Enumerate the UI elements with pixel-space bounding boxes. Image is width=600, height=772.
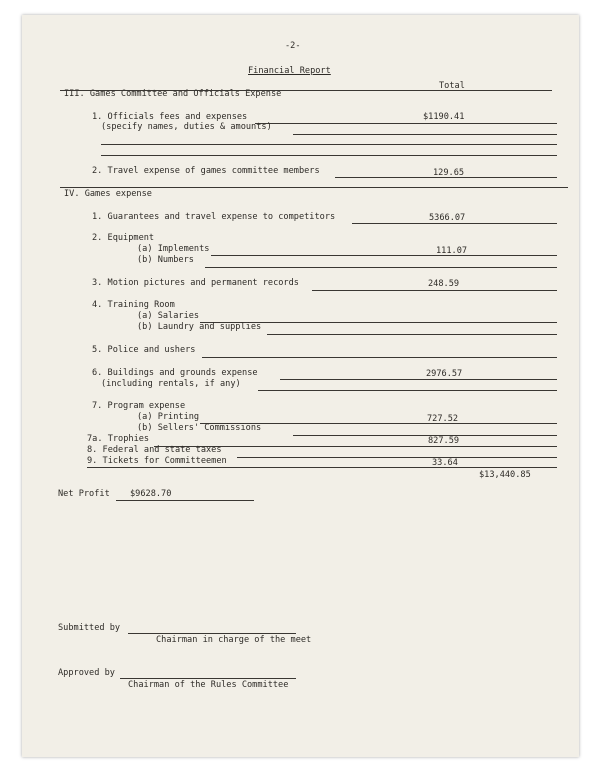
implements-amount: 111.07 [436, 246, 468, 256]
submitted-by-title: Chairman in charge of the meet [156, 635, 312, 645]
section-iii-heading: III. Games Committee and Officials Expense [64, 89, 282, 99]
rule-line [293, 435, 557, 436]
federal-taxes-label: 8. Federal and state taxes [87, 445, 222, 455]
officials-fees-label: 1. Officials fees and expenses [92, 112, 248, 122]
travel-expense-label: 2. Travel expense of games committee members [92, 166, 320, 176]
tickets-label: 9. Tickets for Committeemen [87, 456, 227, 466]
page-number: -2- [285, 41, 301, 51]
section-iv-heading: IV. Games expense [64, 189, 152, 199]
rule-line [255, 123, 557, 124]
submitted-by-label: Submitted by [58, 623, 121, 633]
motion-pictures-label: 3. Motion pictures and permanent records [92, 278, 299, 288]
sellers-commissions-label: (b) Sellers' Commissions [137, 423, 262, 433]
rule-line [202, 357, 557, 358]
rule-line [60, 90, 552, 91]
tickets-amount: 33.64 [432, 458, 458, 468]
rule-line [335, 177, 557, 178]
rule-line [280, 379, 557, 380]
guarantees-amount: 5366.07 [429, 213, 466, 223]
implements-label: (a) Implements [137, 244, 210, 254]
rule-line [116, 500, 254, 501]
travel-expense-amount: 129.65 [433, 168, 465, 178]
signature-line [128, 633, 296, 634]
numbers-label: (b) Numbers [137, 255, 194, 265]
rule-line [293, 134, 557, 135]
buildings-label: 6. Buildings and grounds expense [92, 368, 258, 378]
net-profit-value: $9628.70 [130, 489, 172, 499]
printing-label: (a) Printing [137, 412, 200, 422]
rule-line [258, 390, 557, 391]
signature-line [120, 678, 296, 679]
program-expense-label: 7. Program expense [92, 401, 186, 411]
net-profit-label: Net Profit [58, 489, 110, 499]
approved-by-title: Chairman of the Rules Committee [128, 680, 289, 690]
rule-line [312, 290, 557, 291]
rule-line [267, 334, 557, 335]
rule-line [211, 255, 557, 256]
rule-line [101, 155, 557, 156]
trophies-label: 7a. Trophies [87, 434, 150, 444]
document-page [22, 15, 579, 757]
salaries-label: (a) Salaries [137, 311, 200, 321]
motion-pictures-amount: 248.59 [428, 279, 460, 289]
rule-line [60, 187, 568, 188]
officials-fees-amount: $1190.41 [423, 112, 465, 122]
police-ushers-label: 5. Police and ushers [92, 345, 196, 355]
rule-line [237, 457, 557, 458]
grand-total: $13,440.85 [479, 470, 531, 480]
equipment-label: 2. Equipment [92, 233, 155, 243]
trophies-amount: 827.59 [428, 436, 460, 446]
laundry-label: (b) Laundry and supplies [137, 322, 262, 332]
buildings-sublabel: (including rentals, if any) [101, 379, 241, 389]
printing-amount: 727.52 [427, 414, 459, 424]
approved-by-label: Approved by [58, 668, 115, 678]
rule-line [101, 144, 557, 145]
rule-line [205, 267, 557, 268]
training-room-label: 4. Training Room [92, 300, 175, 310]
officials-fees-sublabel: (specify names, duties & amounts) [101, 122, 272, 132]
buildings-amount: 2976.57 [426, 369, 463, 379]
total-column-header: Total [439, 81, 465, 91]
guarantees-label: 1. Guarantees and travel expense to competitors [92, 212, 336, 222]
rule-line [87, 467, 557, 468]
rule-line [352, 223, 557, 224]
report-title: Financial Report [248, 66, 331, 76]
